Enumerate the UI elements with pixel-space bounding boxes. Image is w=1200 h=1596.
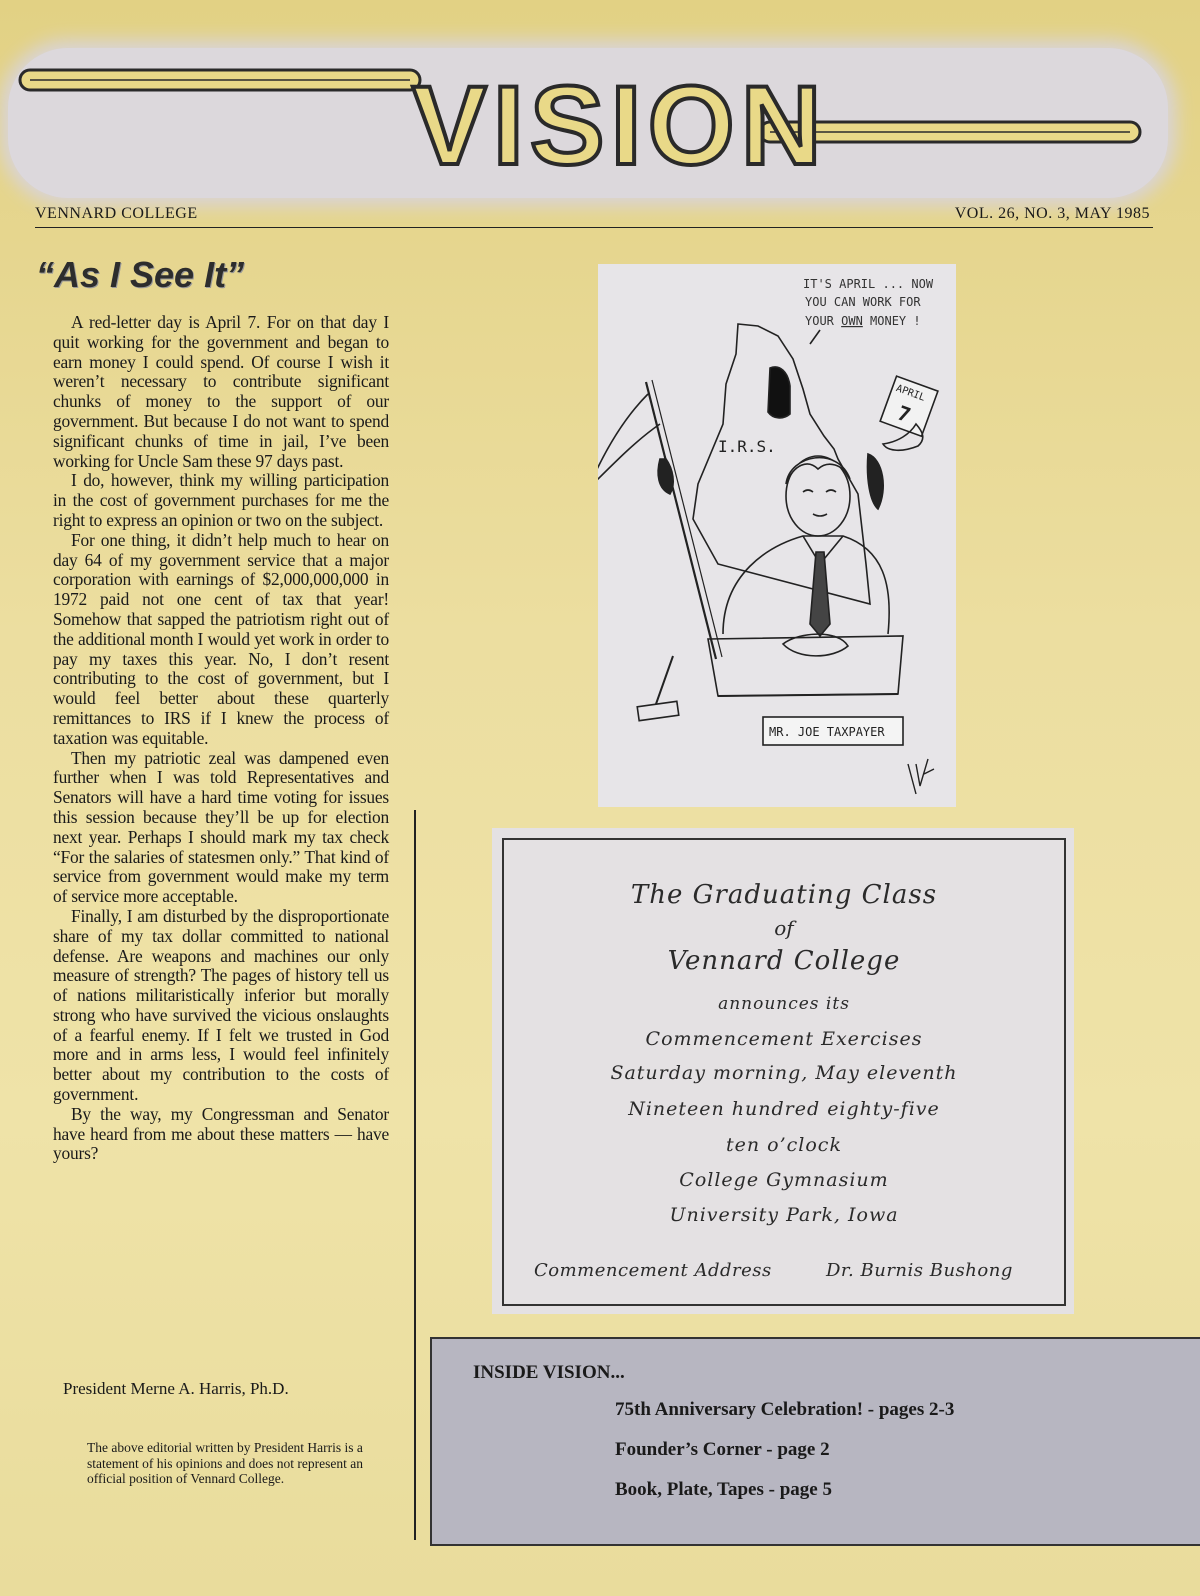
calendar xyxy=(880,376,938,436)
speech-line-2: YOU CAN WORK FOR xyxy=(805,295,921,309)
inside-vision-box xyxy=(430,1337,1200,1546)
reaper-label: I.R.S. xyxy=(718,437,776,456)
announcement-of: of xyxy=(774,916,794,940)
announcement-year: Nineteen hundred eighty-five xyxy=(628,1098,940,1120)
taxpayer-tie xyxy=(810,552,830,636)
announcement-exercises: Commencement Exercises xyxy=(645,1028,923,1050)
header-rule xyxy=(35,227,1153,228)
inside-vision-item: Founder’s Corner - page 2 xyxy=(615,1439,830,1460)
announcement-address-name: Dr. Burnis Bushong xyxy=(826,1260,1013,1281)
editorial-paragraph: Then my patriotic zeal was dampened even further when I was told Representatives and Senators will have a hard time voting for issues this session because they’ll be up for election next year. Perhaps I should mark my tax check “For the salaries of statesmen only.” That kind of service from government would make my term of service more acceptable. xyxy=(53,747,389,907)
announcement-title: The Graduating Class xyxy=(630,880,938,910)
editorial-paragraph: By the way, my Congressman and Senator have heard from me about these matters — have yours? xyxy=(53,1103,389,1164)
commencement-card xyxy=(492,828,1074,1314)
publisher-name: VENNARD COLLEGE xyxy=(35,205,198,222)
column-divider xyxy=(414,810,416,1540)
editorial-paragraph: For one thing, it didn’t help much to hear on day 64 of my government service that a major corporation with earnings of $2,000,000,000 in 1972 paid not one cent of tax that year! Somehow that sapped the patriotism right out of the additional month I would yet work in order to pay my taxes this year. No, I don’t resent contributing to the cost of government, but I would feel better about these quarterly remittances to IRS if I knew the process of taxation was equitable. xyxy=(53,529,389,748)
announcement-college: Vennard College xyxy=(667,946,901,976)
inside-vision-item: Book, Plate, Tapes - page 5 xyxy=(615,1479,832,1500)
announcement-city: University Park, Iowa xyxy=(669,1204,899,1226)
speech-line-3: YOUR OWN MONEY ! xyxy=(805,314,921,328)
svg-text:7: 7 xyxy=(894,400,914,428)
announcement-announces: announces its xyxy=(718,994,850,1014)
desk xyxy=(708,636,903,696)
editorial-paragraph: A red-letter day is April 7. For on that day I quit working for the government and began to earn money I could spend. Of course I wish it weren’t necessary to contribute significant chunks of money to the support of our government. But because I do not want to spend significant chunks of time in jail, I’ve been working for Uncle Sam these 97 days past. xyxy=(53,312,389,471)
svg-text:APRIL: APRIL xyxy=(894,383,927,404)
issue-info: VOL. 26, NO. 3, MAY 1985 xyxy=(954,205,1150,222)
announcement-time: ten o’clock xyxy=(726,1134,842,1156)
editorial-signature: President Merne A. Harris, Ph.D. xyxy=(63,1379,289,1398)
editorial-disclaimer: The above editorial written by President Harris is a statement of his opinions and does not represent an official position of Vennard College. xyxy=(87,1440,363,1486)
masthead-title: VISION xyxy=(412,63,828,188)
editorial-title: “As I See It” xyxy=(36,254,245,295)
inside-vision-item: 75th Anniversary Celebration! - pages 2-3 xyxy=(615,1399,955,1420)
inside-vision-heading: INSIDE VISION... xyxy=(473,1362,625,1383)
svg-text:MR. JOE TAXPAYER: MR. JOE TAXPAYER xyxy=(769,725,885,739)
announcement-address-label: Commencement Address xyxy=(534,1260,772,1281)
announcement-date: Saturday morning, May eleventh xyxy=(610,1062,958,1084)
masthead-logo xyxy=(0,40,1200,210)
reaper-cloak xyxy=(693,324,870,604)
speech-line-1: IT'S APRIL ... NOW xyxy=(803,277,934,291)
artist-signature xyxy=(908,759,934,794)
editorial-paragraph: Finally, I am disturbed by the disproportionate share of my tax dollar committed to national defense. Are weapons and machines our only measure of strength? The pages of history tell us of nations militaristically inferior but morally strong who have survived the vicious onslaughts of a fearful enemy. If I felt we trusted in God more and in arms less, I would feel infinitely better about my contribution to the costs of government. xyxy=(53,905,389,1105)
scythe-blade xyxy=(598,394,660,489)
editorial-paragraph: I do, however, think my willing participation in the cost of government purchases for me the right to express an opinion or two on the subject. xyxy=(53,470,389,530)
editorial-body xyxy=(53,313,389,1164)
reaper-face xyxy=(768,367,790,418)
commencement-border xyxy=(502,838,1066,1306)
announcement-place: College Gymnasium xyxy=(679,1169,889,1191)
scythe-handle xyxy=(646,382,716,659)
irs-cartoon xyxy=(598,264,956,807)
